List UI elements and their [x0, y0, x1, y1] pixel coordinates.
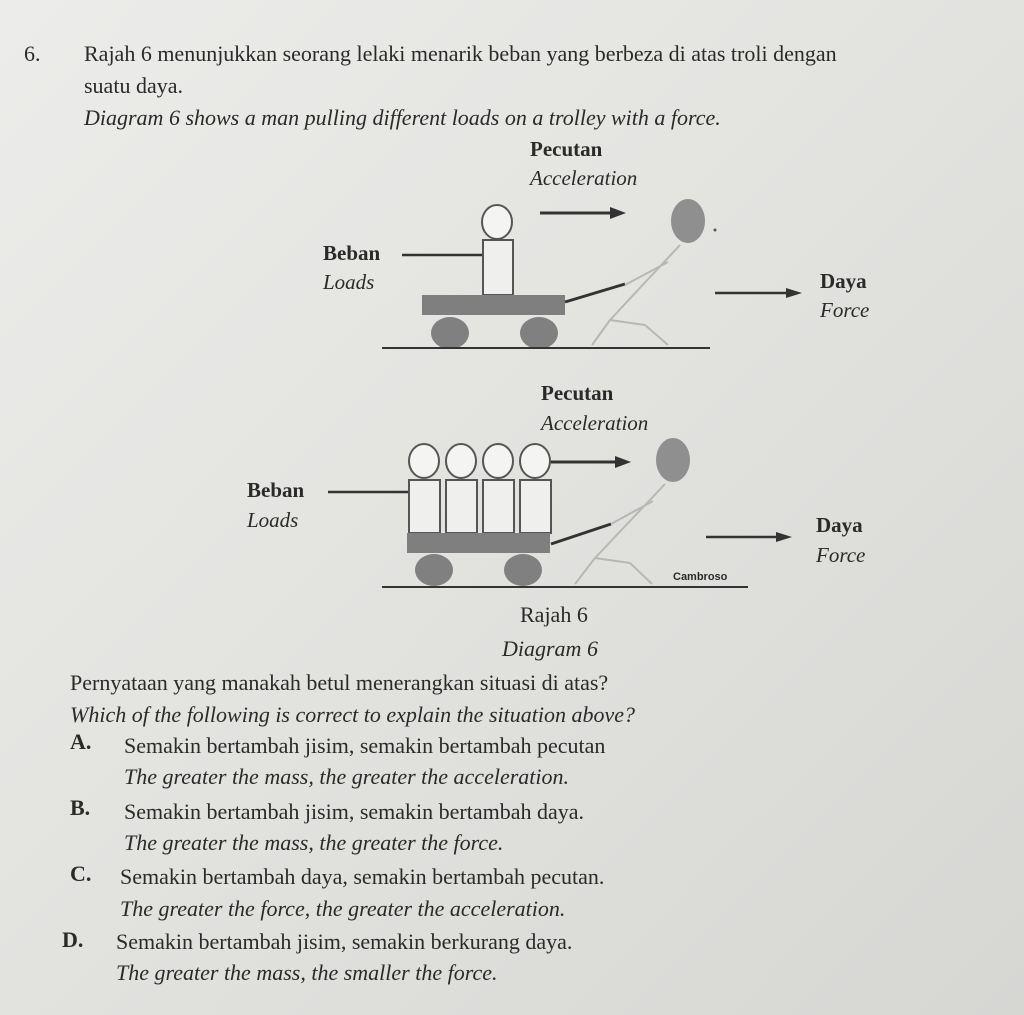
- question-stem-malay-line1: Rajah 6 menunjukkan seorang lelaki menarik beban yang berbeza di atas troli dengan: [84, 41, 837, 66]
- top-man-figure: [592, 199, 717, 345]
- top-acceleration-label-malay: Pecutan: [530, 137, 603, 161]
- bottom-load-figure: [446, 444, 477, 533]
- bottom-man-figure: [575, 438, 690, 584]
- option-malay-text: Semakin bertambah jisim, semakin berkurang daya.: [116, 929, 573, 954]
- top-trolley-handle: [565, 284, 625, 302]
- bottom-acceleration-arrow: [545, 456, 631, 468]
- bottom-load-figure: [520, 444, 551, 533]
- bottom-loads-label-english: Loads: [247, 508, 299, 532]
- option-malay-text: Semakin bertambah jisim, semakin bertambah daya.: [124, 799, 585, 824]
- option-english-text: The greater the mass, the greater the force.: [124, 830, 504, 855]
- question-number: 6.: [24, 41, 41, 66]
- top-load-figure: [482, 205, 513, 295]
- top-diagram: [382, 199, 802, 349]
- bottom-diagram: [328, 438, 792, 587]
- top-force-label-english: Force: [820, 298, 870, 322]
- top-trolley: [382, 295, 710, 349]
- bottom-acceleration-label-english: Acceleration: [541, 411, 649, 435]
- prompt-english: Which of the following is correct to explain the situation above?: [70, 702, 635, 727]
- bottom-force-arrow: [706, 532, 792, 542]
- top-acceleration-arrow: [540, 207, 626, 219]
- top-loads-label-malay: Beban: [323, 241, 381, 265]
- bottom-force-label-english: Force: [816, 543, 866, 567]
- watermark-label: Cambroso: [673, 571, 728, 583]
- bottom-trolley-handle: [551, 524, 611, 544]
- bottom-load-figure: [409, 444, 440, 533]
- top-loads-label-english: Loads: [323, 270, 375, 294]
- option-malay-text: Semakin bertambah daya, semakin bertambah pecutan.: [120, 864, 605, 889]
- option-english-text: The greater the force, the greater the acceleration.: [120, 896, 566, 921]
- bottom-acceleration-label-malay: Pecutan: [541, 381, 614, 405]
- bottom-force-label-malay: Daya: [816, 513, 863, 537]
- top-force-arrow: [715, 288, 802, 298]
- bottom-loads-label-malay: Beban: [247, 478, 305, 502]
- option-malay-text: Semakin bertambah jisim, semakin bertambah pecutan: [124, 733, 606, 758]
- question-stem-malay-line2: suatu daya.: [84, 73, 183, 98]
- diagram-caption-english: Diagram 6: [502, 636, 598, 661]
- option-letter: B.: [70, 795, 91, 820]
- option-letter: A.: [70, 729, 92, 754]
- option-letter: C.: [70, 861, 92, 886]
- diagram-caption-malay: Rajah 6: [520, 602, 588, 627]
- bottom-load-figure: [483, 444, 514, 533]
- option-letter: D.: [62, 927, 84, 952]
- prompt-malay: Pernyataan yang manakah betul menerangkan situasi di atas?: [70, 670, 609, 695]
- option-english-text: The greater the mass, the smaller the force.: [116, 960, 498, 985]
- option-english-text: The greater the mass, the greater the acceleration.: [124, 764, 569, 789]
- top-acceleration-label-english: Acceleration: [530, 166, 638, 190]
- question-stem-english: Diagram 6 shows a man pulling different loads on a trolley with a force.: [84, 105, 721, 130]
- top-force-label-malay: Daya: [820, 269, 867, 293]
